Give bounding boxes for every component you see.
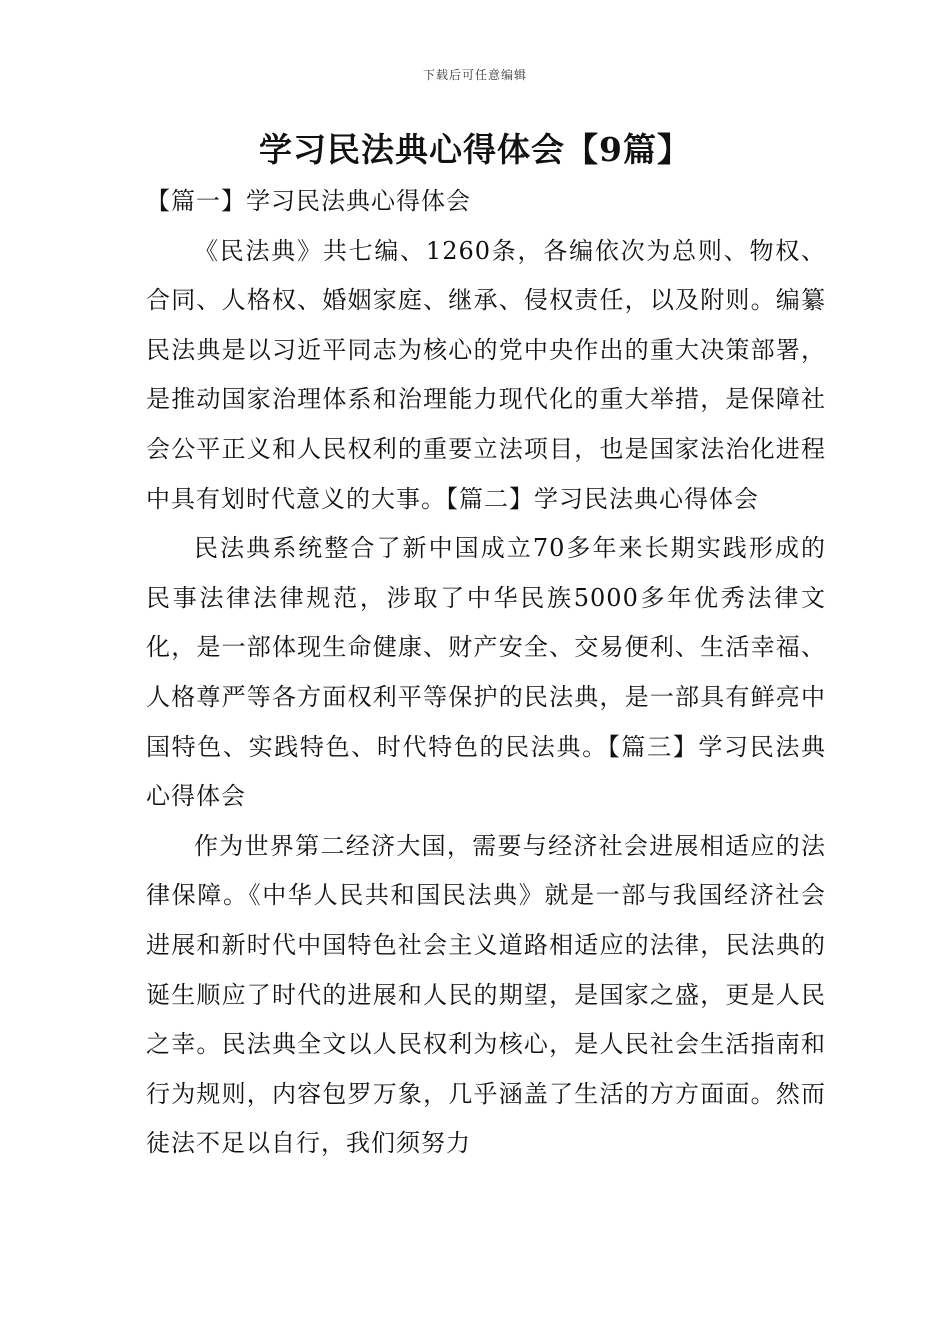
section-heading-2: 【篇二】学习民法典心得体会 [446,484,759,513]
section-heading-3: 【篇三】学习民法典心得体会 [146,732,827,811]
section-paragraph-3-text: 作为世界第二经济大国，需要与经济社会进展相适应的法律保障。《中华人民共和国民法典》就是一部与我国经济社会进展和新时代中国特色社会主义道路相适应的法律，民法典的诞生顺应了时代的进展和人民的期望，是国家之盛，更是人民之幸。民法典全文以人民权利为核心，是人民社会生活指南和行为规则，内容包罗万象，几乎涵盖了生活的方方面面。然而徒法不足以自行，我们须努力 [146,831,826,1158]
header-note: 下载后可任意编辑 [422,68,527,82]
section-paragraph-3 [146,822,826,1169]
document-title: 学习民法典心得体会【9篇】 [259,130,691,169]
section-paragraph-2 [146,524,826,822]
section-paragraph-1-text: 《民法典》共七编、1260条，各编依次为总则、物权、合同、人格权、婚姻家庭、继承、侵权责任，以及附则。编纂民法典是以习近平同志为核心的党中央作出的重大决策部署，是推动国家治理体系和治理能力现代化的重大举措，是保障社会公平正义和人民权利的重要立法项目，也是国家法治化进程中具有划时代意义的大事。 [146,236,826,513]
section-heading-1: 【篇一】学习民法典心得体会 [146,187,471,215]
document-body [146,177,826,1169]
section-paragraph-2-text: 民法典系统整合了新中国成立70多年来长期实践形成的民事法律法律规范，涉取了中华民族5000多年优秀法律文化，是一部体现生命健康、财产安全、交易便利、生活幸福、人格尊严等各方面权利平等保护的民法典，是一部具有鲜亮中国特色、实践特色、时代特色的民法典。 [146,534,826,761]
section-paragraph-1 [146,227,826,525]
